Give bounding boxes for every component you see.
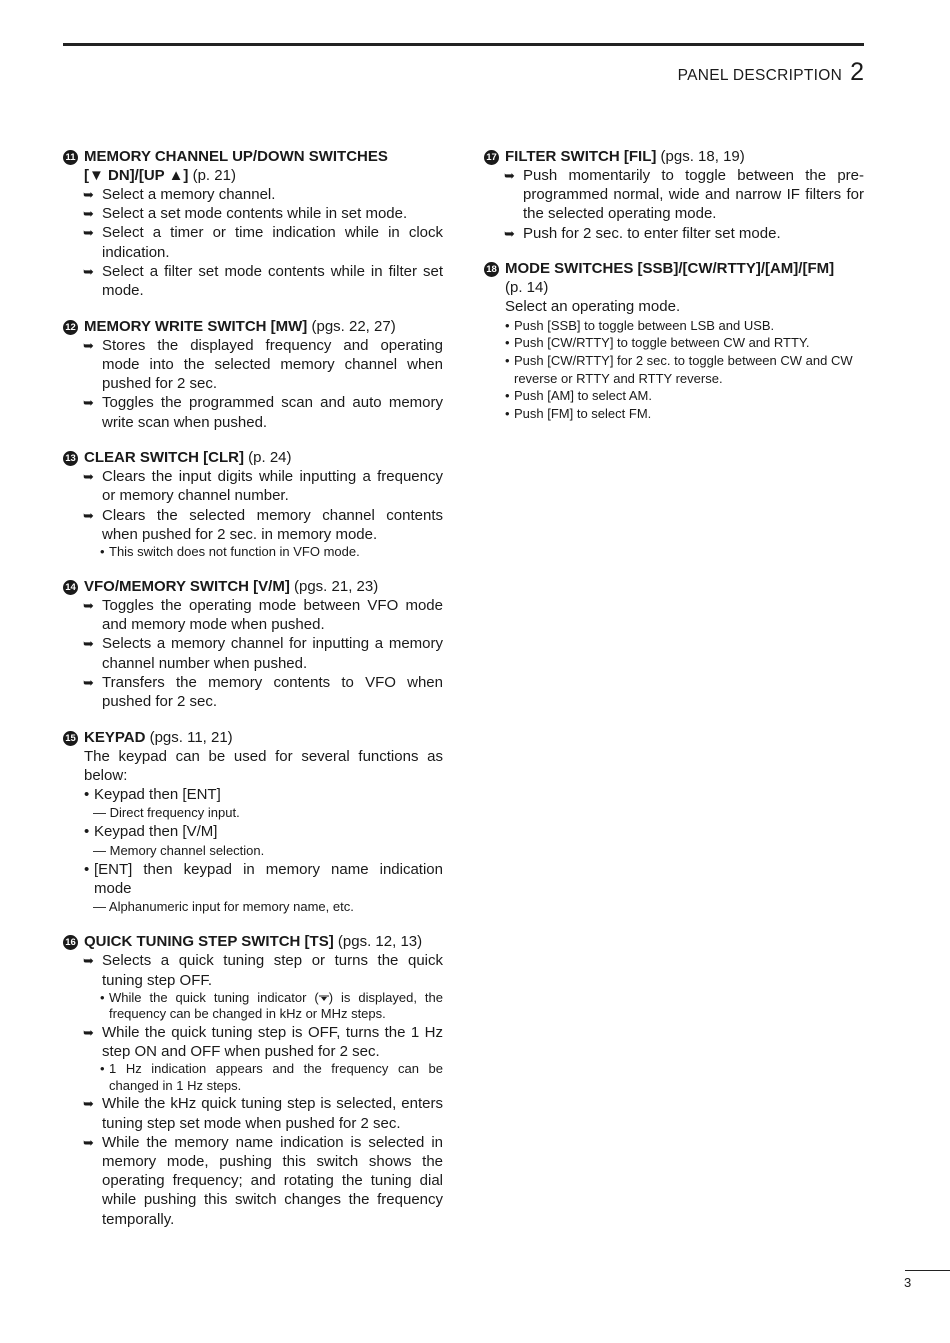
arrow-icon: ➥ [83, 1096, 94, 1112]
top-rule [63, 43, 864, 46]
bullet-item: • Push [AM] to select AM. [505, 388, 652, 404]
page-header [678, 58, 864, 87]
list-item: ➥ Select a memory channel. [83, 186, 276, 203]
number-badge: 15 [63, 731, 78, 746]
section-keypad [63, 728, 443, 916]
bullet-item: • Keypad then [V/M] [84, 823, 218, 841]
sub-text: — Alphanumeric input for memory name, etc. [93, 898, 354, 914]
section-heading [63, 317, 443, 336]
list-item: ➥ Toggles the programmed scan and auto memory write scan when pushed. [83, 394, 443, 431]
list-item: ➥ While the memory name indication is selected in memory mode, pushing this switch shows the operating frequency; and rotating the tuning dial while pushing this switch changes the frequency temporally. [83, 1133, 443, 1228]
right-column [484, 147, 864, 439]
page-ref: (pgs. 11, 21) [149, 728, 233, 746]
arrow-icon: ➥ [504, 168, 515, 183]
section-clear-switch [63, 448, 443, 560]
intro-text: Select an operating mode. [505, 298, 681, 316]
quick-tuning-indicator-icon [319, 994, 329, 1002]
bullet-dot: • [84, 823, 90, 841]
heading-title: MEMORY CHANNEL UP/DOWN SWITCHES [84, 148, 388, 165]
bullet-dot: • [100, 544, 105, 560]
list-item: ➥ Stores the displayed frequency and operating mode into the selected memory channel when pushed for 2 sec. [83, 336, 443, 393]
list-item: ➥ Selects a quick tuning step or turns the quick tuning step OFF. [83, 952, 443, 989]
note: • 1 Hz indication appears and the frequency can be changed in 1 Hz steps. [100, 1061, 443, 1093]
bullet-dot: • [505, 352, 510, 368]
page-ref: (pgs. 18, 19) [660, 148, 745, 165]
section-heading [63, 932, 443, 951]
list-item: ➥ Select a timer or time indication while in clock indication. [83, 224, 443, 261]
section-heading [484, 147, 864, 166]
arrow-icon: ➥ [83, 469, 94, 485]
note: • While the quick tuning indicator ( ) is displayed, the frequency can be changed in kHz or MHz steps. [100, 989, 443, 1022]
section-mode-switches [484, 259, 864, 422]
arrow-icon: ➥ [83, 636, 94, 652]
section-heading [63, 448, 443, 467]
number-badge: 13 [63, 451, 78, 466]
bullet-dot: • [505, 317, 510, 333]
bullet-dot: • [100, 1061, 105, 1077]
list-item: ➥ Select a set mode contents while in set mode. [83, 205, 408, 223]
page-number-rule [905, 1270, 950, 1271]
bullet-dot: • [505, 335, 510, 351]
bullet-item: • Push [FM] to select FM. [505, 406, 652, 422]
page-number: 3 [904, 1275, 912, 1290]
number-badge: 14 [63, 580, 78, 595]
list-item: ➥ Push momentarily to toggle between the pre-programmed normal, wide and narrow IF filters for the selected operating mode. [504, 167, 864, 223]
heading-title: CLEAR SWITCH [CLR] [84, 449, 244, 467]
page-ref: (p. 24) [248, 449, 292, 467]
number-badge: 17 [484, 150, 499, 165]
bullet-item: • Keypad then [ENT] [84, 786, 221, 804]
bullet-item: • Push [CW/RTTY] for 2 sec. to toggle between CW and CW reverse or RTTY and RTTY reverse. [505, 352, 853, 386]
section-memory-channel-switches [63, 147, 443, 300]
arrow-icon: ➥ [83, 225, 94, 241]
arrow-icon: ➥ [83, 598, 94, 614]
heading-title: VFO/MEMORY SWITCH [V/M] [84, 578, 290, 596]
bullet-item: • Push [CW/RTTY] to toggle between CW and RTTY. [505, 335, 810, 351]
number-badge: 12 [63, 320, 78, 335]
page-ref: (p. 21) [192, 167, 236, 184]
bullet-dot: • [505, 388, 510, 404]
note: • This switch does not function in VFO mode. [100, 544, 360, 560]
list-item: ➥ Clears the input digits while inputting a frequency or memory channel number. [83, 468, 443, 505]
section-heading [63, 147, 443, 185]
left-column [63, 147, 443, 1245]
page-ref: (pgs. 12, 13) [337, 933, 423, 951]
list-item: ➥ Clears the selected memory channel contents when pushed for 2 sec. in memory mode. [83, 506, 443, 543]
arrow-icon: ➥ [83, 395, 94, 411]
arrow-icon: ➥ [83, 674, 94, 690]
bullet-item: • Push [SSB] to toggle between LSB and USB. [505, 317, 775, 333]
page-ref: (pgs. 22, 27) [311, 317, 396, 335]
arrow-icon: ➥ [83, 187, 94, 202]
arrow-icon: ➥ [83, 337, 94, 353]
heading-title: FILTER SWITCH [FIL] [505, 148, 657, 165]
section-title: PANEL DESCRIPTION [677, 67, 843, 84]
intro-text: The keypad can be used for several functions as below: [84, 747, 443, 784]
list-item: ➥ While the kHz quick tuning step is selected, enters tuning step set mode when pushed for 2 sec. [83, 1095, 443, 1132]
bullet-dot: • [84, 786, 90, 804]
page-ref: (p. 14) [505, 279, 549, 297]
bullet-item: • [ENT] then keypad in memory name indication mode [84, 860, 443, 897]
number-badge: 18 [484, 262, 499, 277]
arrow-icon: ➥ [83, 507, 94, 523]
arrow-icon: ➥ [83, 1024, 94, 1040]
section-vfo-memory-switch [63, 577, 443, 711]
section-memory-write-switch [63, 317, 443, 432]
list-item: ➥ Select a filter set mode contents while in filter set mode. [83, 262, 443, 300]
heading-title: MODE SWITCHES [SSB]/[CW/RTTY]/[AM]/[FM] [505, 260, 835, 278]
arrow-icon: ➥ [504, 225, 515, 241]
arrow-icon: ➥ [83, 206, 94, 222]
heading-title: KEYPAD [84, 728, 146, 746]
heading-title-2: [▼ DN]/[UP ▲] [84, 167, 189, 184]
arrow-icon: ➥ [83, 263, 94, 279]
section-quick-tuning-step-switch [63, 932, 443, 1228]
number-badge: 11 [63, 150, 78, 165]
sub-text: — Memory channel selection. [93, 842, 265, 858]
list-item: ➥ While the quick tuning step is OFF, turns the 1 Hz step ON and OFF when pushed for 2 sec. [83, 1023, 443, 1061]
list-item: ➥ Selects a memory channel for inputting a memory channel number when pushed. [83, 635, 443, 672]
bullet-dot: • [84, 860, 90, 878]
section-number: 2 [850, 58, 864, 86]
list-item: ➥ Transfers the memory contents to VFO when pushed for 2 sec. [83, 673, 443, 711]
section-heading [484, 259, 864, 297]
heading-title: MEMORY WRITE SWITCH [MW] [84, 317, 308, 335]
page-ref: (pgs. 21, 23) [294, 578, 379, 596]
section-heading [63, 577, 443, 596]
arrow-icon: ➥ [83, 1134, 94, 1150]
section-heading [63, 728, 443, 747]
bullet-dot: • [505, 406, 510, 422]
bullet-dot: • [100, 989, 105, 1005]
section-filter-switch [484, 147, 864, 243]
arrow-icon: ➥ [83, 953, 94, 969]
sub-text: — Direct frequency input. [93, 805, 240, 821]
heading-title: QUICK TUNING STEP SWITCH [TS] [84, 933, 334, 951]
number-badge: 16 [63, 935, 78, 950]
list-item: ➥ Push for 2 sec. to enter filter set mode. [504, 224, 781, 242]
list-item: ➥ Toggles the operating mode between VFO mode and memory mode when pushed. [83, 597, 443, 634]
